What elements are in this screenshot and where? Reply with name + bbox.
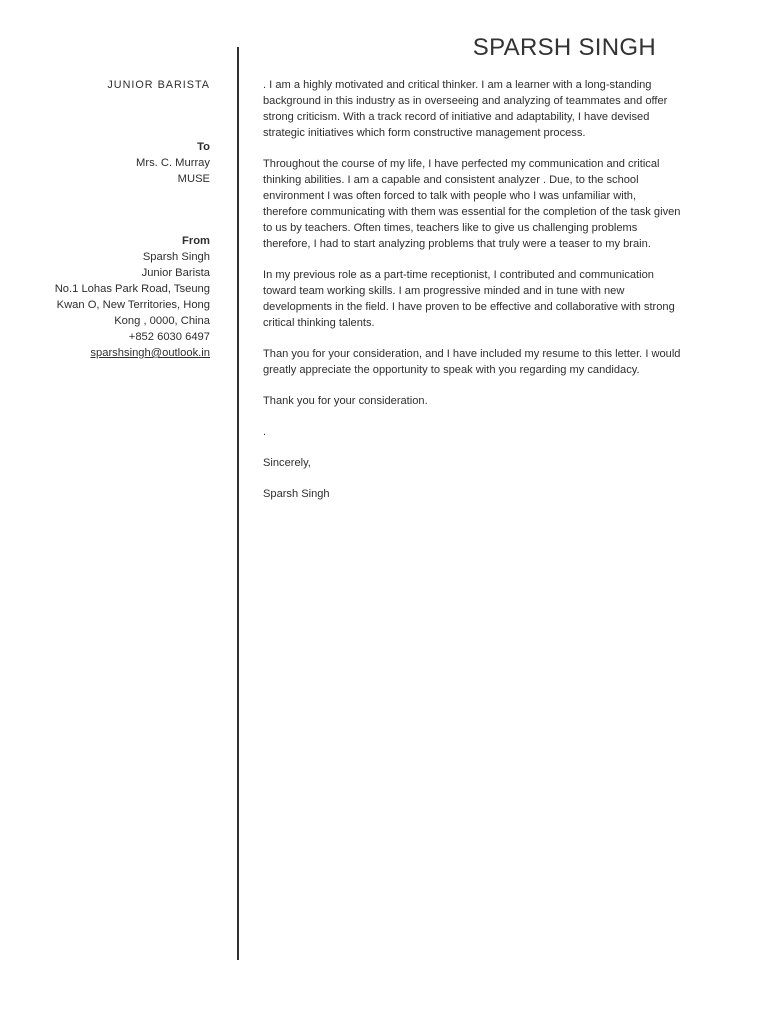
letter-paragraph: . [263,426,267,438]
recipient-block [40,139,210,187]
sidebar [40,77,210,361]
address-line: Kwan O, New Territories, Hong [56,299,210,311]
letter-paragraph: In my previous role as a part-time receptionist, I contributed and communication toward team working skills. I am progressive minded and in tune with new developments in the field. I have proven to be effective and collaborative with strong critical thinking talents. [263,269,675,329]
job-role: JUNIOR BARISTA [107,79,210,91]
recipient-name: Mrs. C. Murray [136,157,210,169]
recipient-company: MUSE [177,173,210,185]
sender-block [40,233,210,361]
phone-number: +852 6030 6497 [128,331,210,343]
letter-paragraph: Throughout the course of my life, I have perfected my communication and critical thinking abilities. I am a capable and consistent analyzer . Due, to the school environment I was often forced to talk with people who I was unfamiliar with, therefore communicating with them was essential for the completion of the task given to us by teachers. Often times, teachers like to give us challenging problems therefore, I had to start analyzing problems that truly were a teaser to my brain. [263,158,681,250]
from-label: From [182,235,210,247]
letter-paragraph: Than you for your consideration, and I have included my resume to this letter. I would greatly appreciate the opportunity to speak with you regarding my candidacy. [263,348,681,376]
sender-title: Junior Barista [141,267,210,279]
email-link[interactable]: sparshsingh@outlook.in [90,347,210,359]
address-line: No.1 Lohas Park Road, Tseung [54,283,210,295]
to-label: To [197,141,210,153]
letter-paragraph: Thank you for your consideration. [263,395,428,407]
applicant-name-heading: SPARSH SINGH [472,34,656,61]
letter-signature: Sparsh Singh [263,488,330,500]
letter-body [263,77,683,517]
sender-name: Sparsh Singh [142,251,210,263]
address-line: Kong , 0000, China [114,315,210,327]
vertical-divider [237,47,239,960]
letter-closing: Sincerely, [263,457,311,469]
letter-paragraph: . I am a highly motivated and critical thinker. I am a learner with a long-standing background in this industry as in overseeing and analyzing of teammates and offer strong criticism. With a track record of initiative and adaptability, I have devised strategic initiatives which form constructive management process. [263,79,668,139]
